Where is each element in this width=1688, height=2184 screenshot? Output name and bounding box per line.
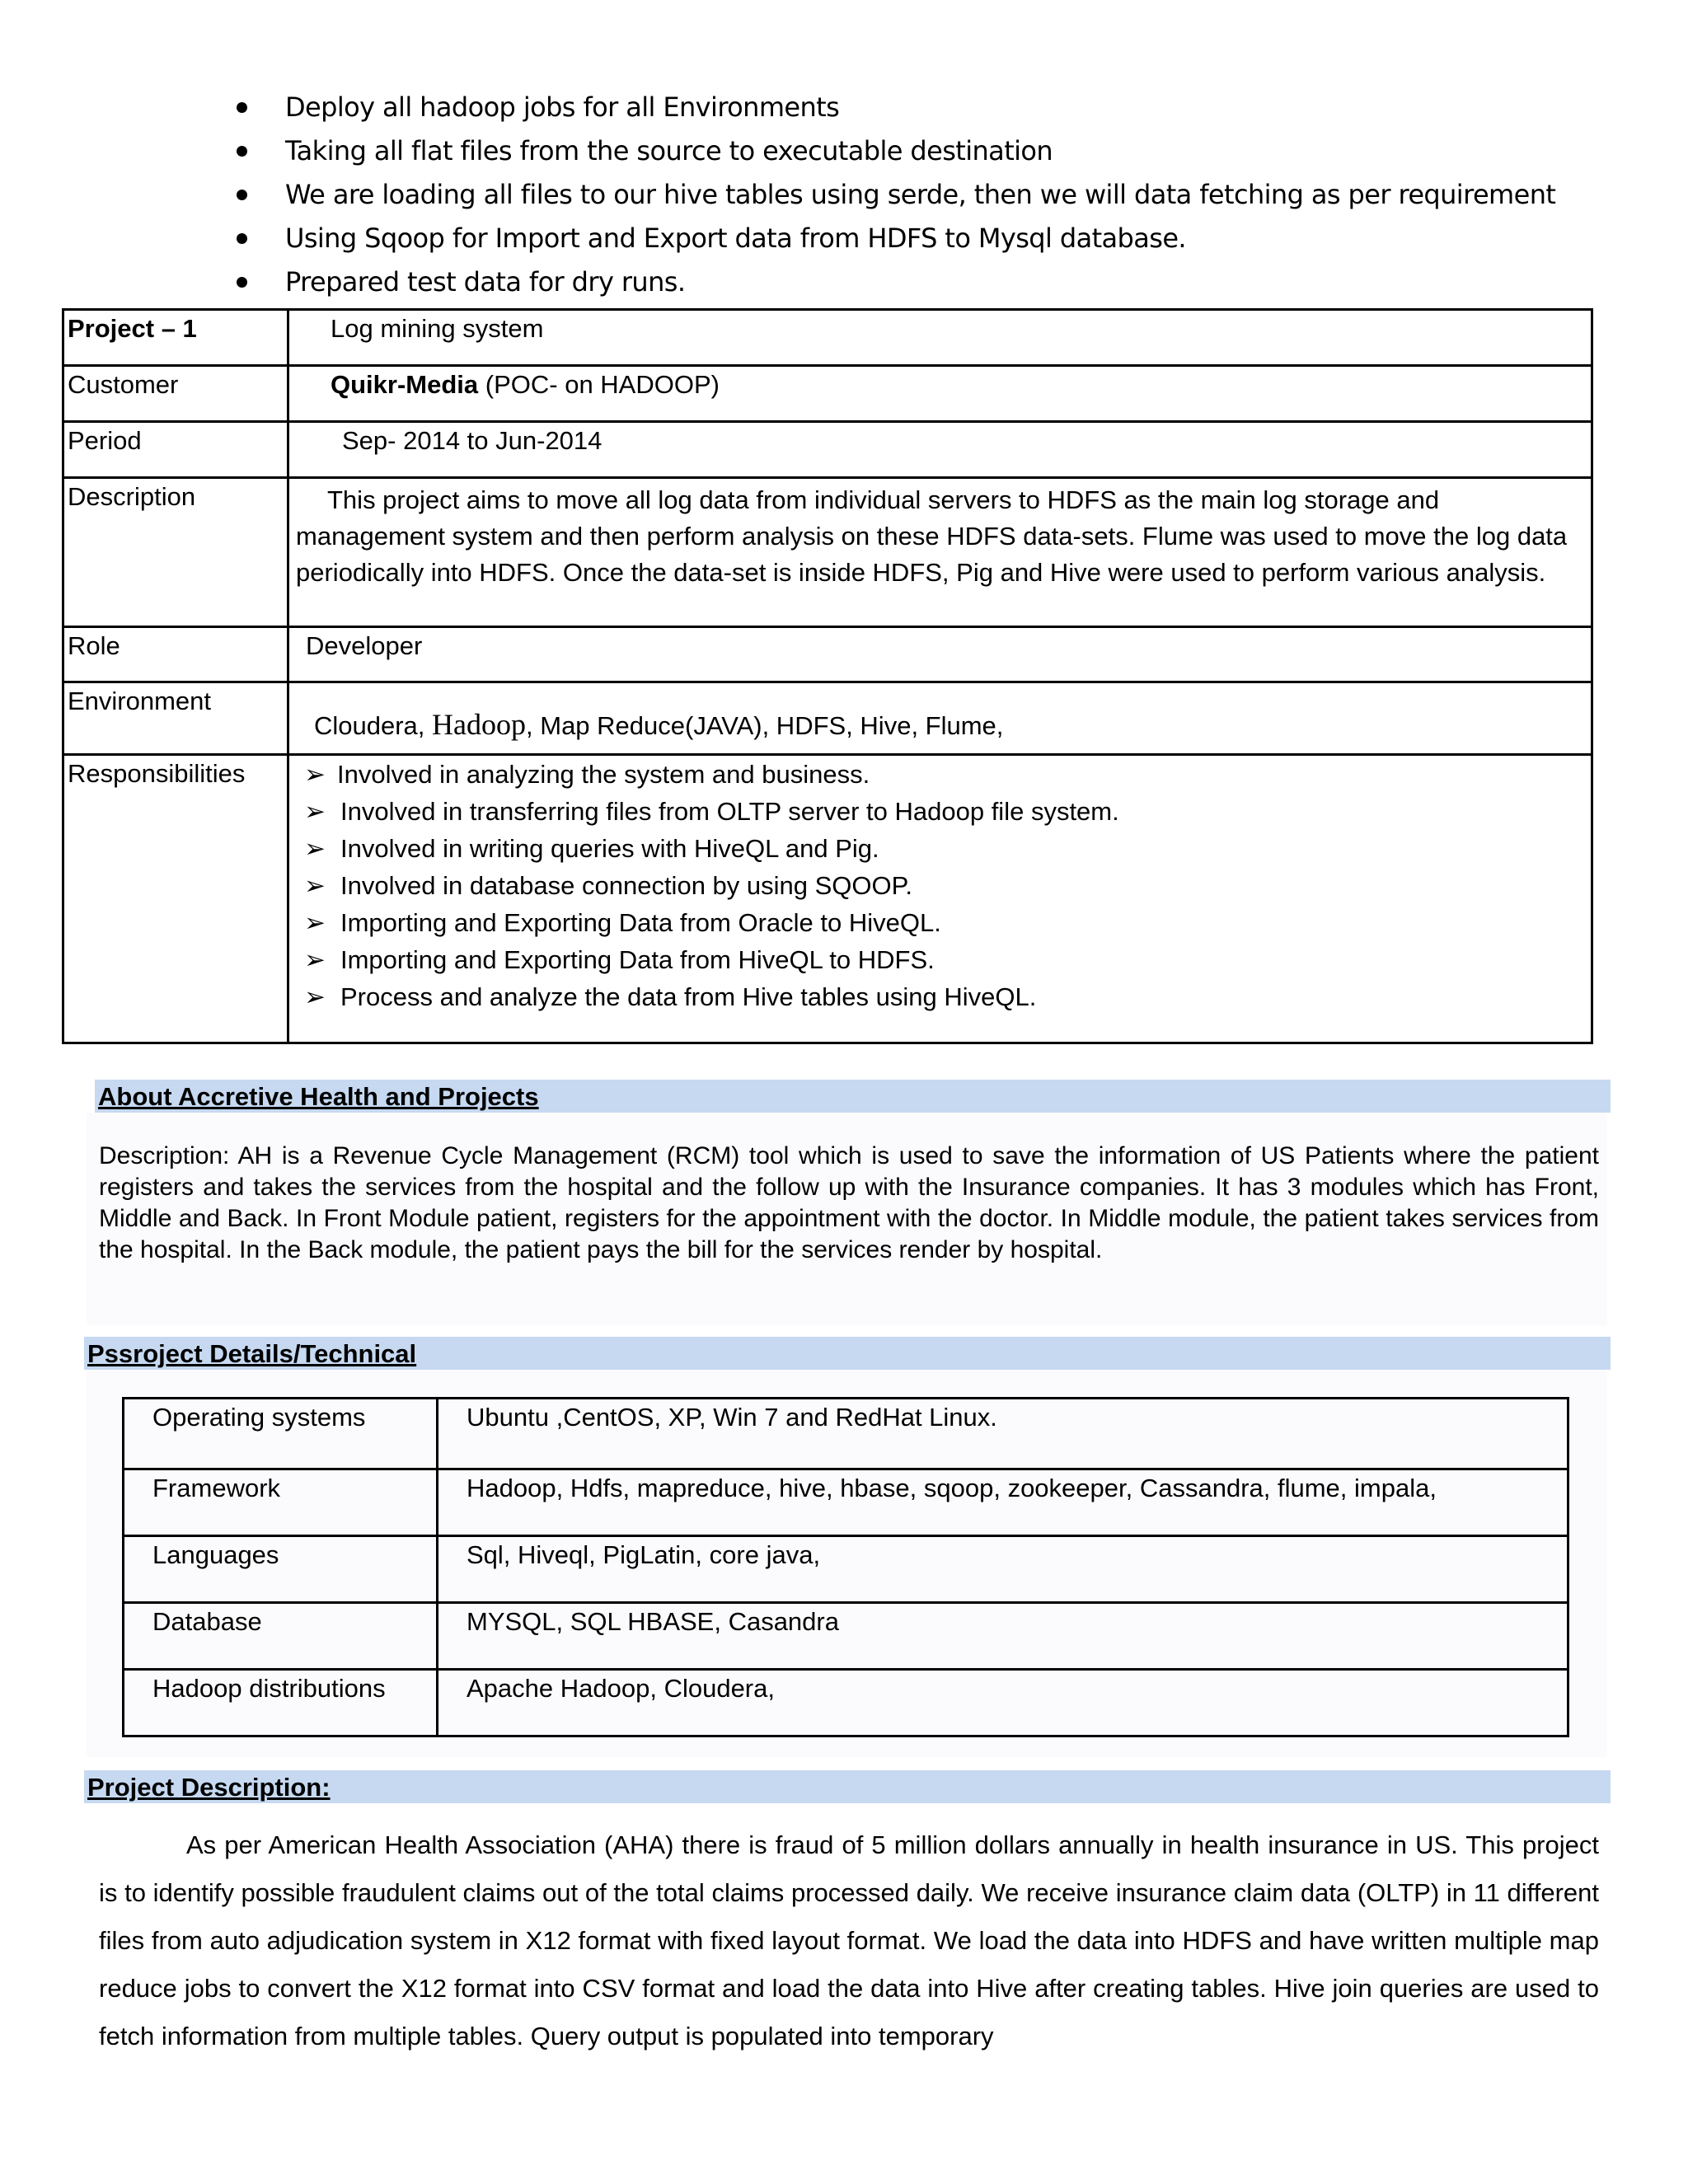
customer-value: [288, 366, 1592, 422]
tech-key: Operating systems: [124, 1399, 438, 1469]
responsibilities-value: [288, 755, 1592, 1043]
technical-heading: Pssroject Details/Technical: [84, 1337, 1611, 1370]
arrow-bullet-icon: ➢: [304, 760, 326, 789]
bullet-item: Using Sqoop for Import and Export data from HDFS to Mysql database.: [244, 217, 1612, 260]
period-value: Sep- 2014 to Jun-2014: [288, 422, 1592, 478]
arrow-bullet-icon: ➢: [304, 834, 326, 863]
tech-key: Database: [124, 1603, 438, 1670]
list-item: ➢ Involved in transferring files from OLTP server to Hadoop file system.: [293, 793, 1587, 830]
list-item: ➢ Importing and Exporting Data from HiveQL to HDFS.: [293, 941, 1587, 978]
table-row: [63, 366, 1592, 422]
list-item: ➢ Involved in database connection by using SQOOP.: [293, 867, 1587, 904]
table-row: [124, 1469, 1568, 1536]
tech-key: Languages: [124, 1536, 438, 1603]
project-description-text: As per American Health Association (AHA) there is fraud of 5 million dollars annually in health insurance in US. This project is to identify possible fraudulent claims out of the total claims processed daily. We receive insurance claim data (OLTP) in 11 different files from auto adjudication system in X12 format with fixed layout format. We load the data into HDFS and have written multiple map reduce jobs to convert the X12 format into CSV format and load the data into Hive after creating tables. Hive join queries are used to fetch information from multiple tables. Query output is populated into temporary: [99, 1830, 1599, 2050]
arrow-bullet-icon: ➢: [304, 797, 326, 826]
tech-value: Ubuntu ,CentOS, XP, Win 7 and RedHat Linux.: [438, 1399, 1568, 1469]
bullet-dot-icon: [237, 233, 247, 244]
arrow-bullet-icon: ➢: [304, 908, 326, 937]
description-label: Description: [63, 478, 288, 627]
project-name: Log mining system: [288, 310, 1592, 366]
tech-value: Hadoop, Hdfs, mapreduce, hive, hbase, sqoop, zookeeper, Cassandra, flume, impala,: [438, 1469, 1568, 1536]
bullet-item: Taking all flat files from the source to executable destination: [244, 129, 1612, 173]
list-item: ➢ Involved in writing queries with HiveQL and Pig.: [293, 830, 1587, 867]
table-row: [63, 755, 1592, 1043]
tech-key: Hadoop distributions: [124, 1670, 438, 1736]
bullet-item: We are loading all files to our hive tables using serde, then we will data fetching as per requirement: [244, 173, 1612, 217]
responsibilities-list: [293, 756, 1587, 1015]
customer-label: Customer: [63, 366, 288, 422]
environment-label: Environment: [63, 682, 288, 755]
environment-value: Cloudera, Hadoop, Map Reduce(JAVA), HDFS, Hive, Flume,: [288, 682, 1592, 755]
table-row: [124, 1536, 1568, 1603]
technical-table: [122, 1397, 1569, 1737]
about-description: Description: AH is a Revenue Cycle Management (RCM) tool which is used to save the information of US Patients where the patient registers and takes the services from the hospital and the follow up with the Insurance companies. It has 3 modules which has Front, Middle and Back. In Front Module patient, registers for the appointment with the doctor. In Middle module, the patient takes services from the hospital. In the Back module, the patient pays the bill for the services render by hospital.: [99, 1142, 1599, 1263]
list-item: ➢ Involved in analyzing the system and business.: [293, 756, 1587, 793]
bullet-item: Prepared test data for dry runs.: [244, 260, 1612, 304]
role-label: Role: [63, 627, 288, 682]
project-label: Project – 1: [63, 310, 288, 366]
role-value: Developer: [288, 627, 1592, 682]
about-heading: About Accretive Health and Projects: [95, 1080, 1611, 1113]
arrow-bullet-icon: ➢: [304, 945, 326, 974]
table-row: [63, 682, 1592, 755]
customer-note: (POC- on HADOOP): [478, 370, 720, 399]
customer-name: Quikr-Media: [331, 370, 479, 399]
list-item: ➢ Importing and Exporting Data from Oracle to HiveQL.: [293, 904, 1587, 941]
bullet-dot-icon: [237, 102, 247, 113]
bullet-dot-icon: [237, 277, 247, 288]
arrow-bullet-icon: ➢: [304, 871, 326, 900]
project-table: [62, 308, 1593, 1044]
project-description-heading: Project Description:: [84, 1770, 1611, 1803]
tech-key: Framework: [124, 1469, 438, 1536]
bullet-dot-icon: [237, 146, 247, 157]
table-row: [63, 310, 1592, 366]
arrow-bullet-icon: ➢: [304, 982, 326, 1011]
tech-value: MYSQL, SQL HBASE, Casandra: [438, 1603, 1568, 1670]
table-row: [63, 478, 1592, 627]
bullet-dot-icon: [237, 190, 247, 200]
table-row: [63, 627, 1592, 682]
list-item: ➢ Process and analyze the data from Hive tables using HiveQL.: [293, 978, 1587, 1015]
table-row: [124, 1670, 1568, 1736]
table-row: [63, 422, 1592, 478]
tech-value: Apache Hadoop, Cloudera,: [438, 1670, 1568, 1736]
tech-value: Sql, Hiveql, PigLatin, core java,: [438, 1536, 1568, 1603]
responsibilities-label: Responsibilities: [63, 755, 288, 1043]
table-row: [124, 1399, 1568, 1469]
period-label: Period: [63, 422, 288, 478]
description-value: This project aims to move all log data from individual servers to HDFS as the main log storage and management system and then perform analysis on these HDFS data-sets. Flume was used to move the log data periodically into HDFS. Once the data-set is inside HDFS, Pig and Hive were used to perform various analysis.: [288, 478, 1592, 627]
table-row: [124, 1603, 1568, 1670]
bullet-item: Deploy all hadoop jobs for all Environments: [244, 86, 1612, 129]
responsibilities-bullet-list: [244, 86, 1612, 304]
